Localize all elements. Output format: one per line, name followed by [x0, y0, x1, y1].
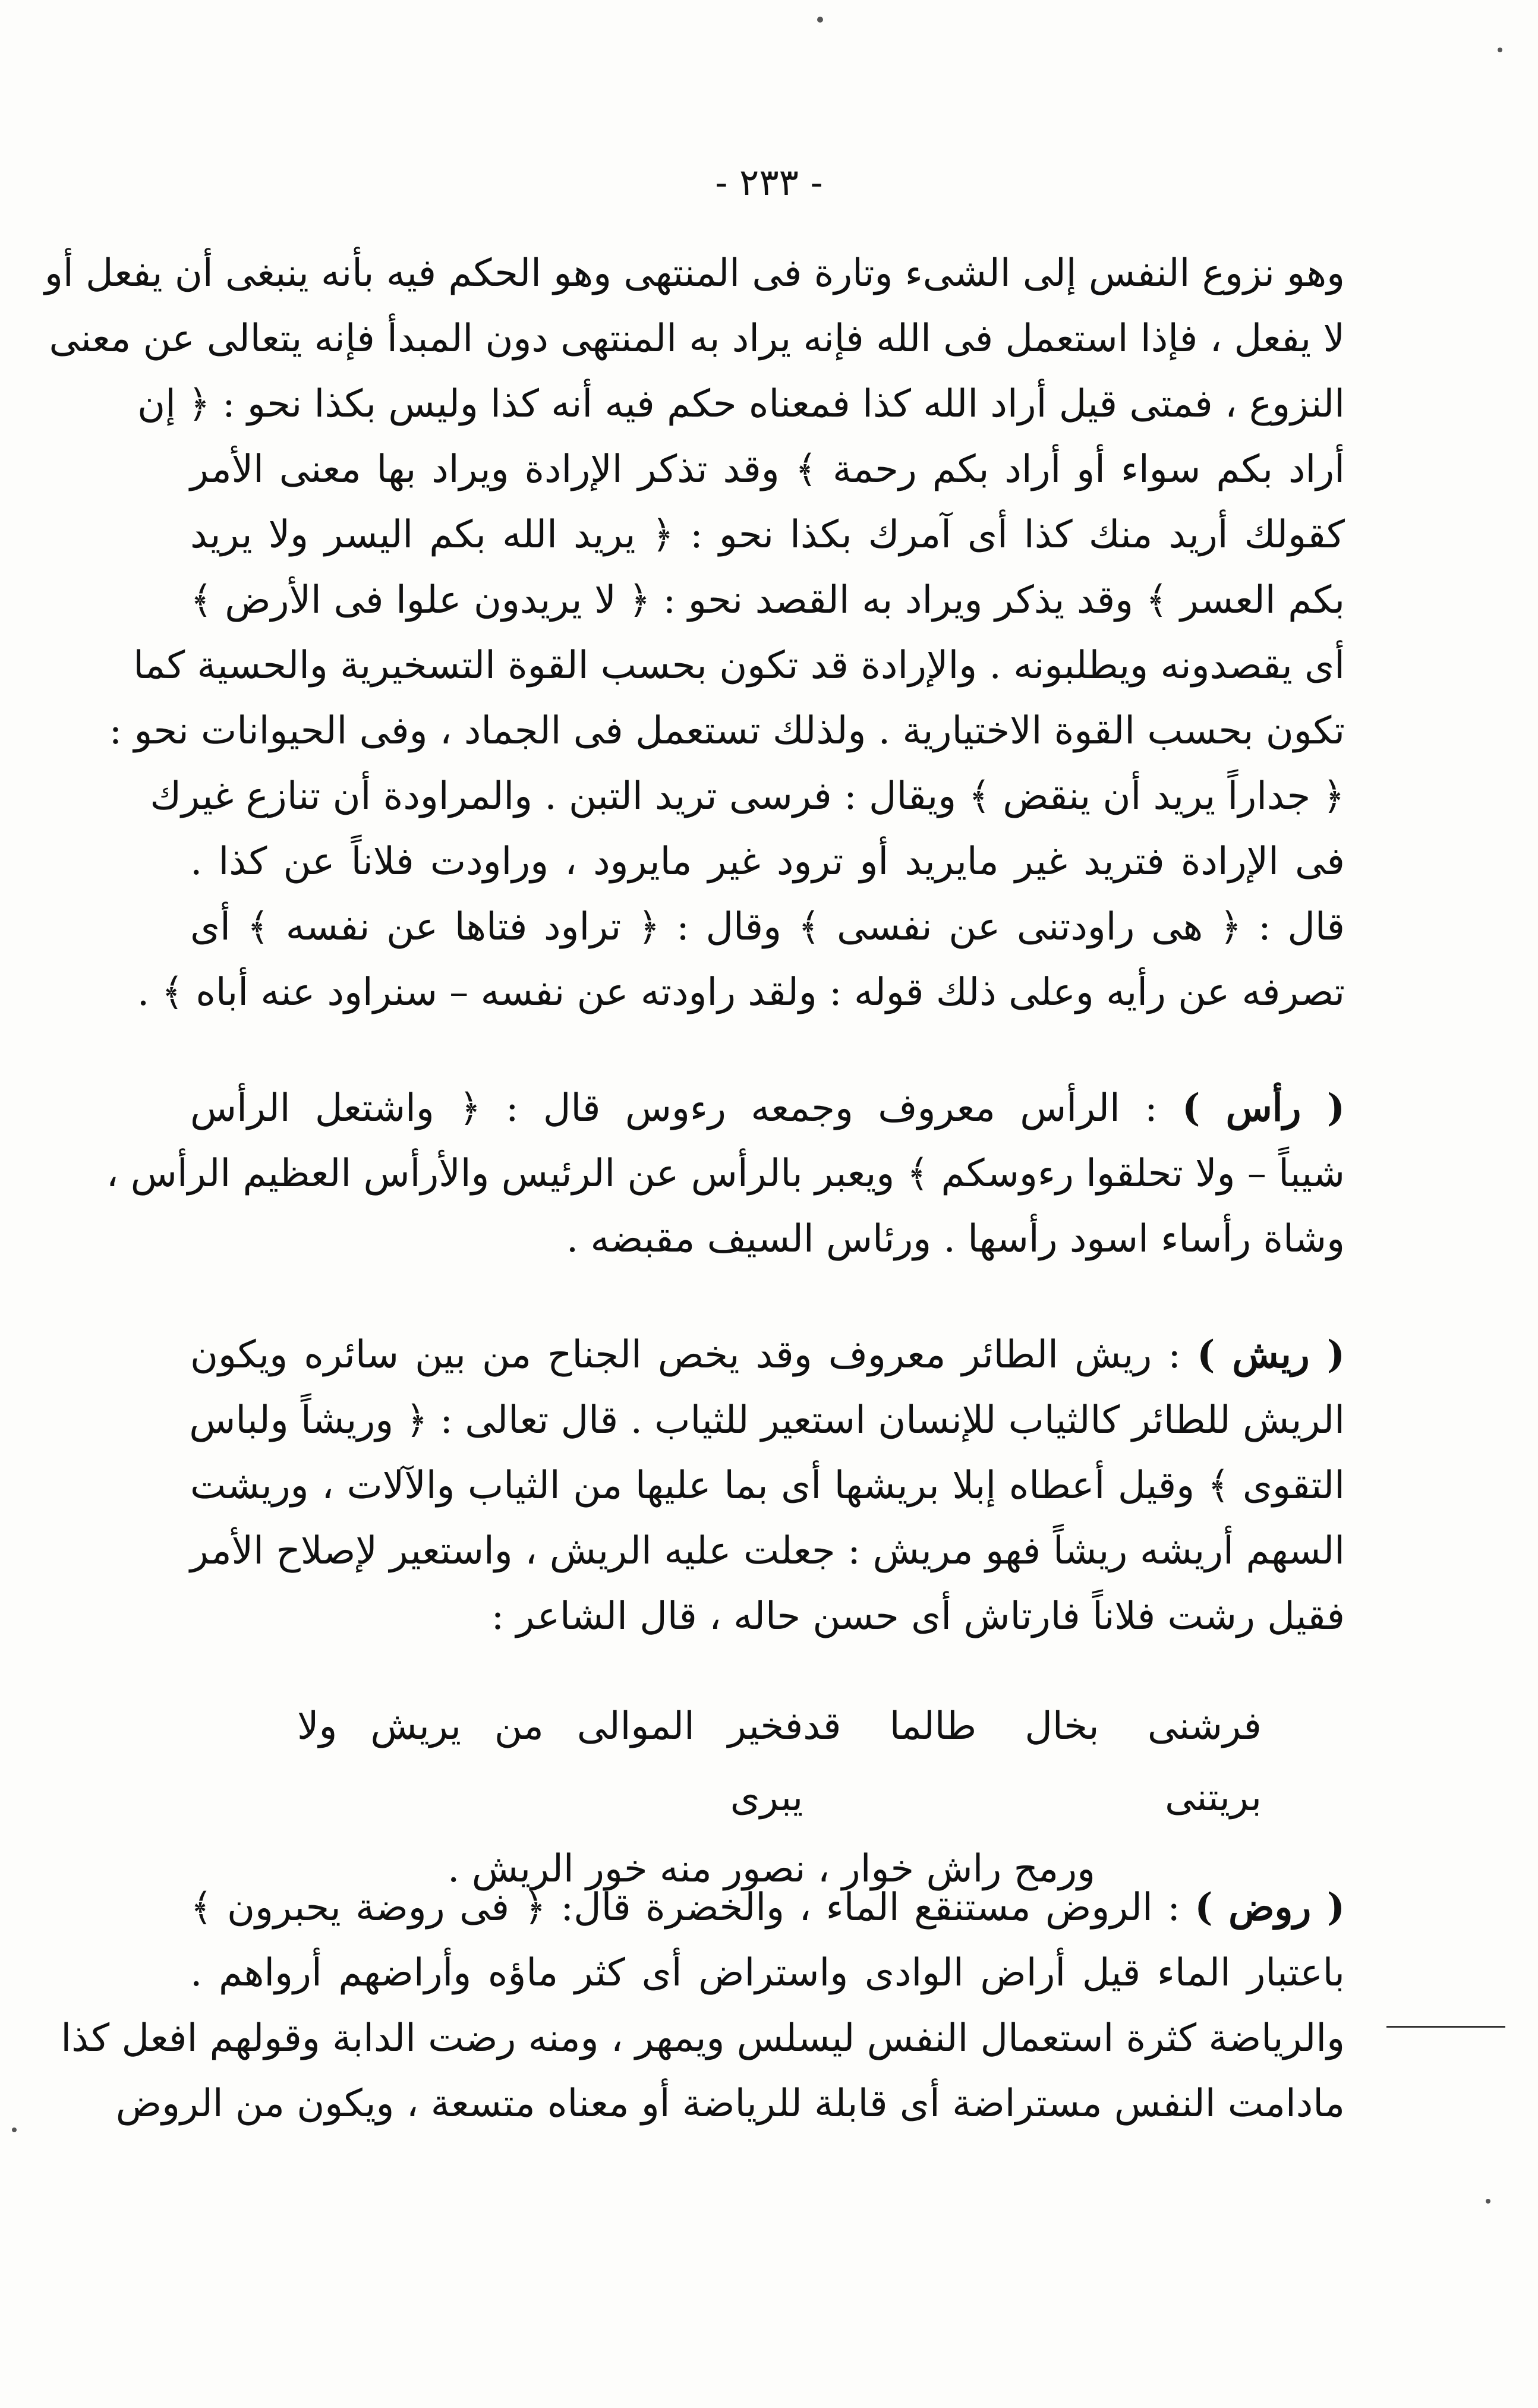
entry-heading: ( ريش ): [1197, 1332, 1345, 1377]
verse-line: [190, 1691, 1345, 1833]
text-line: أراد بكم سواء أو أراد بكم رحمة ﴾ وقد تذكر الإرادة ويراد بها معنى الأمر: [190, 447, 1345, 491]
scan-speck: [12, 2128, 17, 2132]
entry-heading: ( روض ): [1195, 1885, 1345, 1930]
hemistich-second: فخير الموالى من يريش ولا يبرى: [297, 1704, 803, 1820]
hemistich-first: فرشنى بخال طالما قد بريتنى: [803, 1704, 1262, 1820]
text-line: والرياضة كثرة استعمال النفس ليسلس ويمهر ، ومنه رضت الدابة وقولهم افعل كذا: [61, 2016, 1345, 2060]
text-line: باعتبار الماء قيل أراض الوادى واستراض أى كثر ماؤه وأراضهم أرواهم .: [190, 1951, 1345, 1995]
verse-line: ورمح راش خوار ، نصور منه خور الريش .: [447, 1847, 1095, 1891]
text-line: فقيل رشت فلاناً فارتاش أى حسن حاله ، قال الشاعر :: [491, 1594, 1345, 1638]
text-line: شيباً – ولا تحلقوا رءوسكم ﴾ ويعبر بالرأس عن الرئيس والأرأس العظيم الرأس ،: [106, 1152, 1345, 1196]
entry-heading: ( رأس ): [1182, 1086, 1345, 1130]
entry-ras: [106, 1076, 1345, 1272]
scan-speck: [1498, 48, 1502, 52]
text-line: أى يقصدونه ويطلبونه . والإرادة قد تكون بحسب القوة التسخيرية والحسية كما: [133, 644, 1345, 688]
footer-rule: [1386, 2026, 1505, 2028]
entry-text: : الرأس معروف وجمعه رءوس قال : ﴿ واشتعل الرأس: [190, 1086, 1183, 1130]
text-line: كقولك أريد منك كذا أى آمرك بكذا نحو : ﴿ يريد الله بكم اليسر ولا يريد: [190, 513, 1345, 557]
text-line: السهم أريشه ريشاً فهو مريش : جعلت عليه الريش ، واستعير لإصلاح الأمر: [190, 1529, 1345, 1573]
text-line: النزوع ، فمتى قيل أراد الله كذا فمعناه حكم فيه أنه كذا وليس بكذا نحو : ﴿ إن: [137, 382, 1345, 426]
text-line: تكون بحسب القوة الاختيارية . ولذلك تستعمل فى الجماد ، وفى الحيوانات نحو :: [109, 709, 1345, 753]
text-line: [190, 1322, 1345, 1388]
entry-rish: [190, 1322, 1345, 1649]
text-line: [190, 1076, 1345, 1141]
text-line: وشاة رأساء اسود رأسها . ورئاس السيف مقبضه .: [566, 1217, 1345, 1261]
poem-verse: [190, 1691, 1345, 1905]
text-line: وهو نزوع النفس إلى الشىء وتارة فى المنتهى وهو الحكم فيه بأنه ينبغى أن يفعل أو: [45, 251, 1345, 295]
text-line: فى الإرادة فتريد غير مايريد أو ترود غير مايرود ، وراودت فلاناً عن كذا .: [190, 840, 1345, 884]
text-line: لا يفعل ، فإذا استعمل فى الله فإنه يراد به المنتهى دون المبدأ فإنه يتعالى عن معنى: [49, 317, 1345, 361]
text-line: قال : ﴿ هى راودتنى عن نفسى ﴾ وقال : ﴿ تراود فتاها عن نفسه ﴾ أى: [190, 905, 1345, 949]
text-line: الريش للطائر كالثياب للإنسان استعير للثياب . قال تعالى : ﴿ وريشاً ولباس: [189, 1398, 1345, 1442]
scan-speck: [817, 17, 823, 23]
text-line: [190, 1875, 1345, 1940]
text-line: ﴿ جداراً يريد أن ينقض ﴾ ويقال : فرسى تريد التبن . والمراودة أن تنازع غيرك: [150, 774, 1345, 818]
text-line: مادامت النفس مستراضة أى قابلة للرياضة أو معناه متسعة ، ويكون من الروض: [115, 2082, 1345, 2126]
entry-text: : ريش الطائر معروف وقد يخص الجناح من بين سائره ويكون: [190, 1333, 1197, 1377]
text-line: تصرفه عن رأيه وعلى ذلك قوله : ولقد راودته عن نفسه – سنراود عنه أباه ﴾ .: [137, 970, 1345, 1014]
text-line: التقوى ﴾ وقيل أعطاه إبلا بريشها أى بما عليها من الثياب والآلات ، وريشت: [190, 1464, 1345, 1508]
text-line: بكم العسر ﴾ وقد يذكر ويراد به القصد نحو : ﴿ لا يريدون علوا فى الأرض ﴾: [190, 578, 1345, 622]
paragraph-irada: [45, 241, 1345, 1025]
entry-text: : الروض مستنقع الماء ، والخضرة قال: ﴿ فى روضة يحبرون ﴾: [190, 1886, 1195, 1930]
scan-speck: [1486, 2199, 1490, 2204]
page-number: - ٢٣٣ -: [715, 160, 823, 204]
entry-rawd: [61, 1875, 1345, 2136]
